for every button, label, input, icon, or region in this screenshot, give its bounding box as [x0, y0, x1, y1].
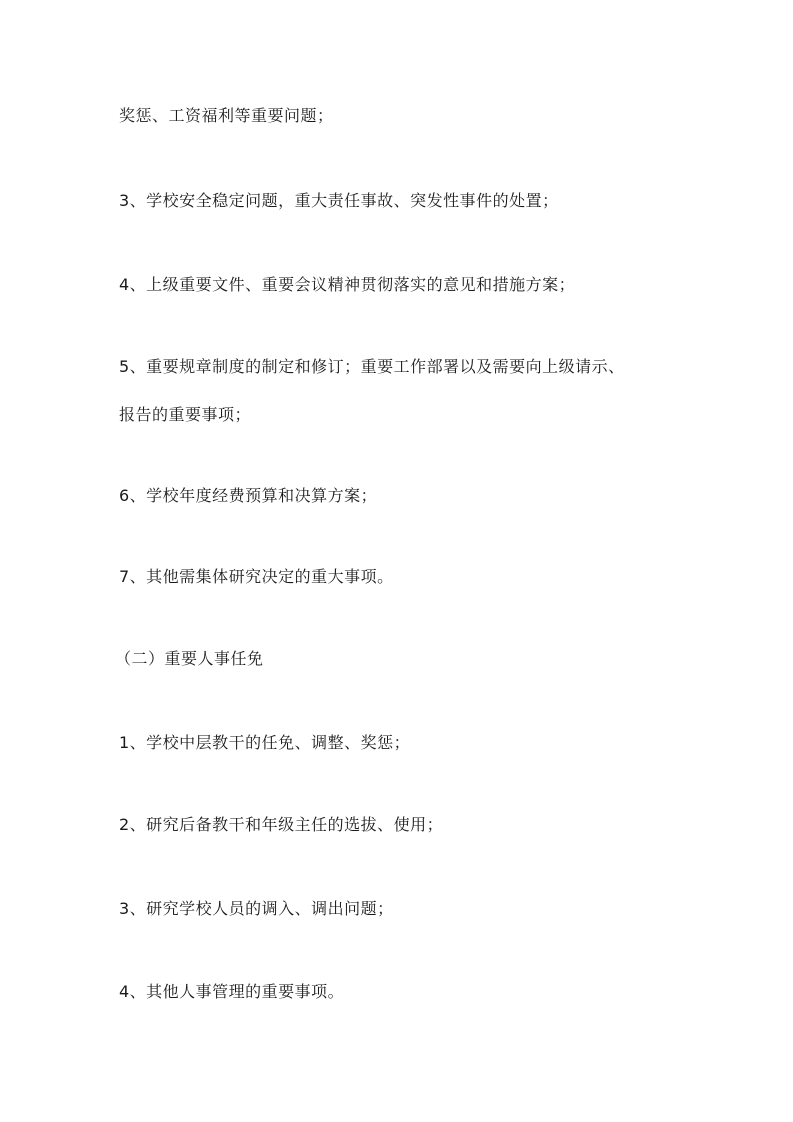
list-item-1-appointments: 1、学校中层教干的任免、调整、奖惩； [119, 733, 411, 752]
list-item-6-budget: 6、学校年度经费预算和决算方案； [119, 486, 378, 505]
paragraph-continuation: 奖惩、工资福利等重要问题； [119, 106, 334, 125]
list-item-2-reserve-cadres: 2、研究后备教干和年级主任的选拔、使用； [119, 815, 444, 834]
list-item-4-other-personnel: 4、其他人事管理的重要事项。 [119, 982, 345, 1001]
list-item-7-other: 7、其他需集体研究决定的重大事项。 [119, 567, 394, 586]
list-item-3-safety: 3、学校安全稳定问题，重大责任事故、突发性事件的处置； [119, 191, 559, 210]
list-item-5-regulations: 5、重要规章制度的制定和修订；重要工作部署以及需要向上级请示、 [119, 357, 625, 376]
list-item-5-continuation: 报告的重要事项； [119, 405, 252, 424]
list-item-4-documents: 4、上级重要文件、重要会议精神贯彻落实的意见和措施方案； [119, 275, 576, 294]
section-heading-personnel: （二）重要人事任免 [115, 649, 264, 668]
list-item-3-transfers: 3、研究学校人员的调入、调出问题； [119, 899, 394, 918]
